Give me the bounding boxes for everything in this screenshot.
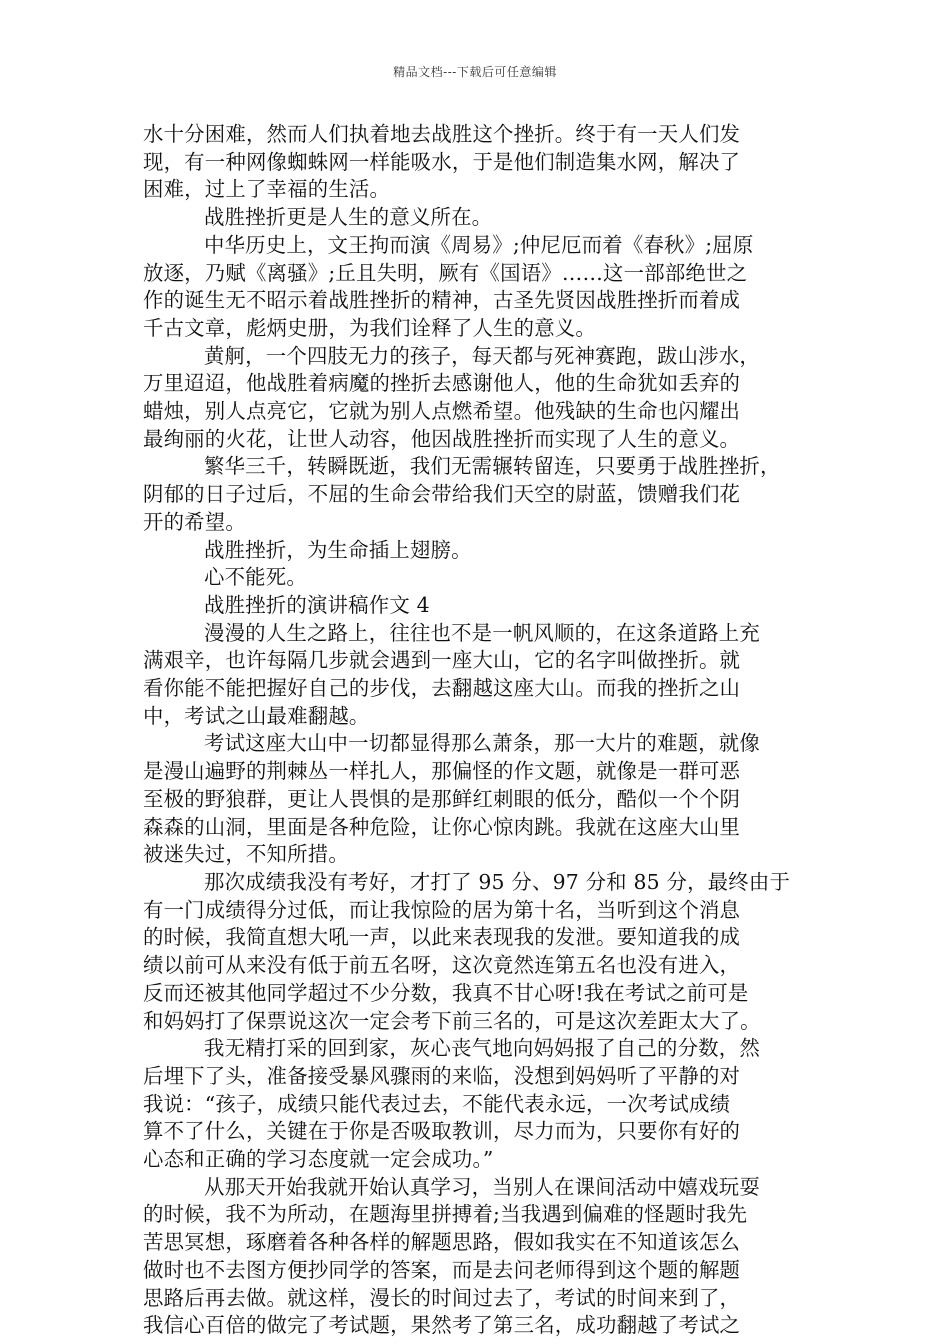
text-line: 困难，过上了幸福的生活。 xyxy=(143,177,391,202)
text-line: 漫漫的人生之路上，往往也不是一帆风顺的，在这条道路上充 xyxy=(204,620,760,645)
text-line: 心不能死。 xyxy=(204,565,307,590)
text-line: 放逐，乃赋《离骚》;丘且失明，厥有《国语》……这一部部绝世之 xyxy=(143,260,748,285)
page-header: 精品文档---下载后可任意编辑 xyxy=(393,65,557,79)
text-line: 思路后再去做。就这样，漫长的时间过去了，考试的时间来到了， xyxy=(143,1285,741,1310)
text-line: 被迷失过，不知所措。 xyxy=(143,842,349,867)
text-line: 中华历史上，文王拘而演《周易》;仲尼厄而着《春秋》;屈原 xyxy=(204,232,754,257)
text-line: 苦思冥想，琢磨着各种各样的解题思路，假如我实在不知道该怎么 xyxy=(143,1230,741,1255)
text-line: 满艰辛，也许每隔几步就会遇到一座大山，它的名字叫做挫折。就 xyxy=(143,648,741,673)
text-line: 繁华三千，转瞬既逝，我们无需辗转留连，只要勇于战胜挫折， xyxy=(204,454,781,479)
text-line: 那次成绩我没有考好，才打了 95 分、97 分和 85 分，最终由于 xyxy=(204,869,791,894)
text-line: 水十分困难，然而人们执着地去战胜这个挫折。终于有一天人们发 xyxy=(143,122,741,146)
text-line: 蜡烛，别人点亮它，它就为别人点燃希望。他残缺的生命也闪耀出 xyxy=(143,399,741,424)
paragraph xyxy=(143,204,811,232)
text-line: 和妈妈打了保票说这次一定会考下前三名的，可是这次差距太大了。 xyxy=(143,1008,761,1033)
text-line: 我信心百倍的做完了考试题，果然考了第三名，成功翻越了考试之 xyxy=(143,1313,741,1338)
text-line: 是漫山遍野的荆棘丛一样扎人，那偏怪的作文题，就像是一群可恶 xyxy=(143,759,741,784)
text-line: 绩以前可从来没有低于前五名呀，这次竟然连第五名也没有进入， xyxy=(143,953,741,978)
paragraph xyxy=(143,343,811,454)
paragraph xyxy=(143,121,811,204)
paragraph xyxy=(143,869,811,1035)
text-line: 的时候，我不为所动，在题海里拼搏着;当我遇到偏难的怪题时我先 xyxy=(143,1202,748,1227)
text-line: 中，考试之山最难翻越。 xyxy=(143,703,370,728)
text-line: 后埋下了头，准备接受暴风骤雨的来临，没想到妈妈听了平静的对 xyxy=(143,1063,741,1088)
text-line: 心态和正确的学习态度就一定会成功。” xyxy=(143,1147,494,1172)
text-line: 从那天开始我就开始认真学习，当别人在课间活动中嬉戏玩耍 xyxy=(204,1174,760,1199)
text-line: 的时候，我简直想大吼一声，以此来表现我的发泄。要知道我的成 xyxy=(143,925,741,950)
text-line: 我无精打采的回到家，灰心丧气地向妈妈报了自己的分数，然 xyxy=(204,1036,760,1061)
paragraph xyxy=(143,620,811,731)
paragraph xyxy=(143,564,811,592)
paragraph xyxy=(143,1035,811,1174)
document-body xyxy=(143,121,811,1340)
paragraph xyxy=(143,592,811,620)
text-line: 我说：“孩子，成绩只能代表过去，不能代表永远，一次考试成绩 xyxy=(143,1091,731,1116)
text-line: 作的诞生无不昭示着战胜挫折的精神，古圣先贤因战胜挫折而着成 xyxy=(143,288,741,313)
paragraph xyxy=(143,1174,811,1340)
paragraph xyxy=(143,453,811,536)
text-line: 至极的野狼群，更让人畏惧的是那鲜红刺眼的低分，酷似一个个阴 xyxy=(143,786,741,811)
text-line: 阴郁的日子过后，不屈的生命会带给我们天空的尉蓝，馈赠我们花 xyxy=(143,482,741,507)
text-line: 黄舸，一个四肢无力的孩子，每天都与死神赛跑，跋山涉水， xyxy=(204,343,760,368)
text-line: 反而还被其他同学超过不少分数，我真不甘心呀!我在考试之前可是 xyxy=(143,980,749,1005)
text-line: 有一门成绩得分过低，而让我惊险的居为第十名，当听到这个消息 xyxy=(143,897,741,922)
paragraph xyxy=(143,730,811,869)
text-line: 看你能不能把握好自己的步伐，去翻越这座大山。而我的挫折之山 xyxy=(143,676,741,701)
text-line: 现，有一种网像蜘蛛网一样能吸水，于是他们制造集水网，解决了 xyxy=(143,149,741,174)
text-line: 战胜挫折，为生命插上翅膀。 xyxy=(204,537,472,562)
text-line: 最绚丽的火花，让世人动容，他因战胜挫折而实现了人生的意义。 xyxy=(143,426,741,451)
text-line: 战胜挫折的演讲稿作文 4 xyxy=(204,592,430,617)
text-line: 千古文章，彪炳史册，为我们诠释了人生的意义。 xyxy=(143,315,596,340)
text-line: 开的希望。 xyxy=(143,509,246,534)
text-line: 万里迢迢，他战胜着病魔的挫折去感谢他人，他的生命犹如丢弃的 xyxy=(143,371,741,396)
text-line: 考试这座大山中一切都显得那么萧条，那一大片的难题，就像 xyxy=(204,731,760,756)
text-line: 做时也不去图方便抄同学的答案，而是去问老师得到这个题的解题 xyxy=(143,1257,741,1282)
text-line: 战胜挫折更是人生的意义所在。 xyxy=(204,205,493,230)
paragraph xyxy=(143,232,811,343)
text-line: 森森的山洞，里面是各种危险，让你心惊肉跳。我就在这座大山里 xyxy=(143,814,741,839)
text-line: 算不了什么，关键在于你是否吸取教训，尽力而为，只要你有好的 xyxy=(143,1119,741,1144)
paragraph xyxy=(143,537,811,565)
